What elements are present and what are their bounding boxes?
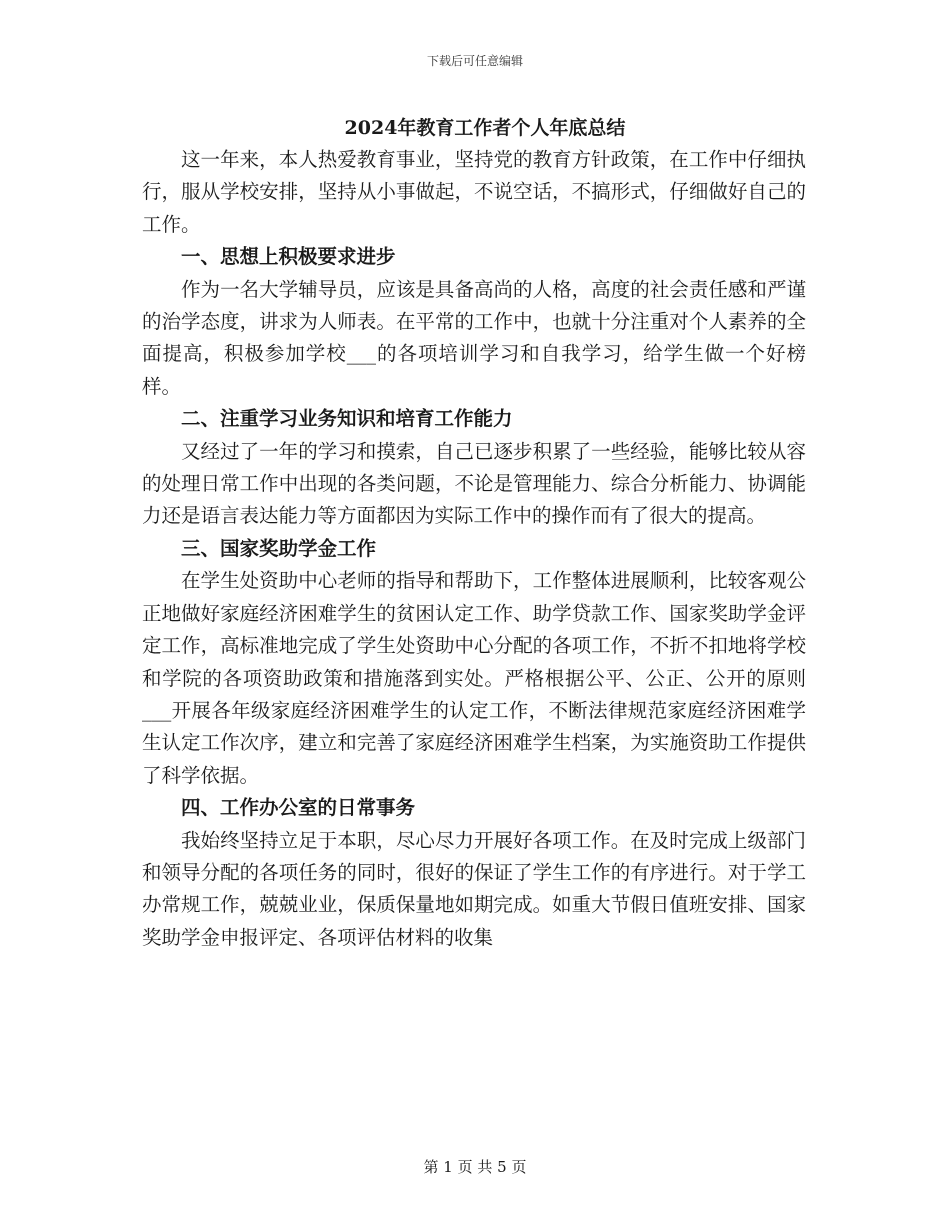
page-footer: 第 1 页 共 5 页 bbox=[423, 1158, 527, 1176]
section-heading-1: 一、思想上积极要求进步 bbox=[181, 245, 396, 269]
header-note: 下载后可任意编辑 bbox=[426, 54, 523, 68]
section-body-1: 作为一名大学辅导员，应该是具备高尚的人格，高度的社会责任感和严谨的治学态度，讲求为人师表。在平常的工作中，也就十分注重对个人素养的全面提高，积极参加学校___的各项培训学习和自我学习，给学生做一个好榜样。 bbox=[142, 277, 806, 398]
document-body bbox=[142, 112, 806, 954]
intro-paragraph: 这一年来，本人热爱教育事业，坚持党的教育方针政策，在工作中仔细执行，服从学校安排，坚持从小事做起，不说空话，不搞形式，仔细做好自己的工作。 bbox=[142, 148, 806, 236]
section-heading-3: 三、国家奖助学金工作 bbox=[181, 536, 377, 560]
section-heading-4: 四、工作办公室的日常事务 bbox=[181, 796, 416, 820]
section-body-3: 在学生处资助中心老师的指导和帮助下，工作整体进展顺利，比较客观公正地做好家庭经济困难学生的贫困认定工作、助学贷款工作、国家奖助学金评定工作，高标准地完成了学生处资助中心分配的各项工作，不折不扣地将学校和学院的各项资助政策和措施落到实处。严格根据公平、公正、公开的原则___开展各年级家庭经济困难学生的认定工作，不断法律规范家庭经济困难学生认定工作次序，建立和完善了家庭经济困难学生档案，为实施资助工作提供了科学依据。 bbox=[142, 569, 806, 787]
section-body-2: 又经过了一年的学习和摸索，自己已逐步积累了一些经验，能够比较从容的处理日常工作中出现的各类问题，不论是管理能力、综合分析能力、协调能力还是语言表达能力等方面都因为实际工作中的操作而有了很大的提高。 bbox=[142, 439, 806, 528]
document-title: 2024年教育工作者个人年底总结 bbox=[344, 117, 626, 139]
section-heading-2: 二、注重学习业务知识和培育工作能力 bbox=[181, 407, 513, 431]
section-body-4: 我始终坚持立足于本职，尽心尽力开展好各项工作。在及时完成上级部门和领导分配的各项任务的同时，很好的保证了学生工作的有序进行。对于学工办常规工作，兢兢业业，保质保量地如期完成。如重大节假日值班安排、国家奖助学金申报评定、各项评估材料的收集 bbox=[142, 828, 806, 949]
